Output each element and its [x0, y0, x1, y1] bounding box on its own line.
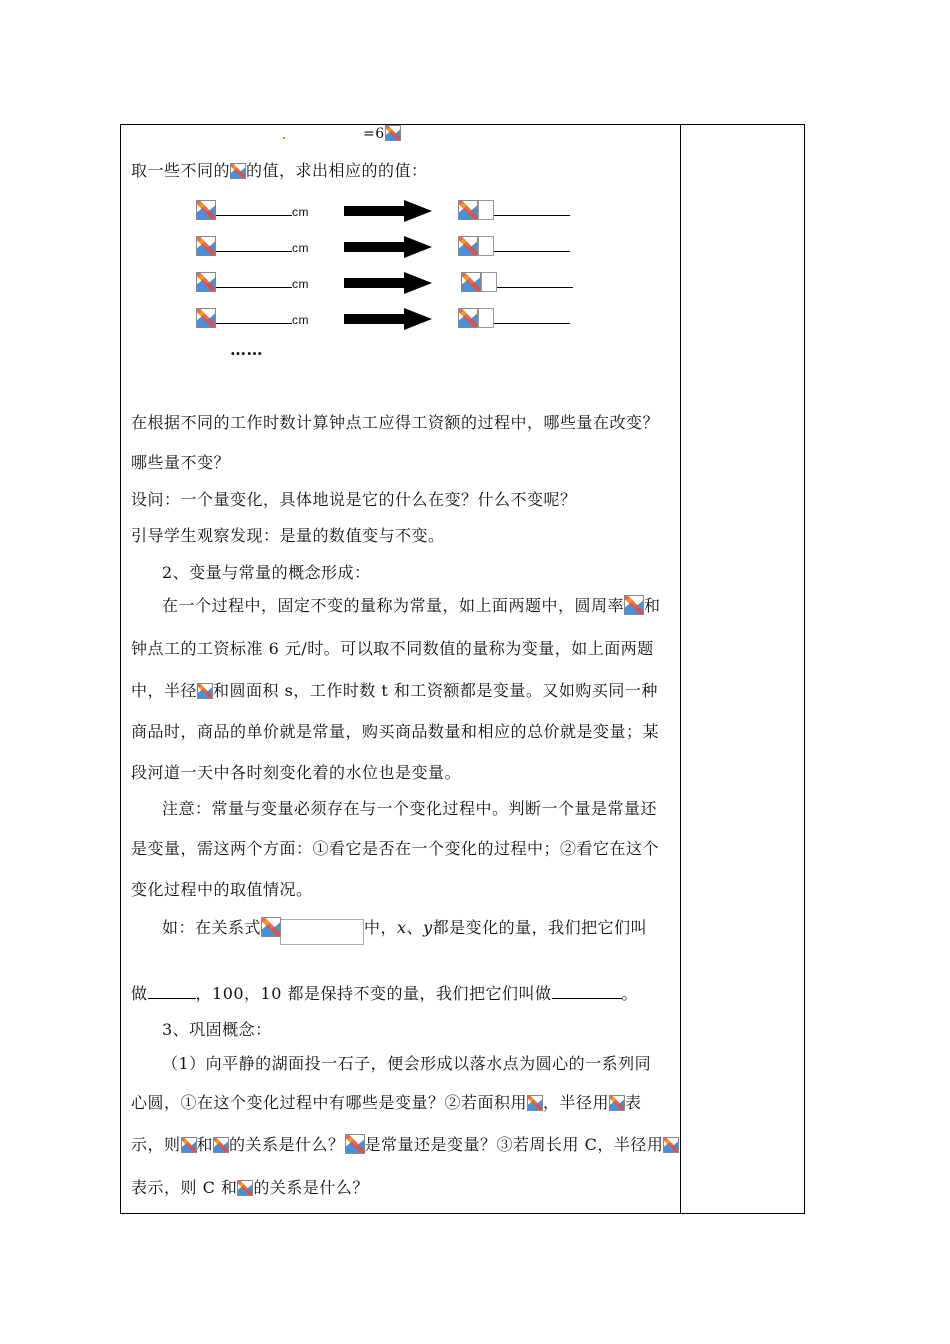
question-line [131, 1093, 642, 1113]
note-line: 变化过程中的取值情况。 [131, 880, 313, 899]
question-text: 心圆，①在这个变化过程中有哪些是变量？②若面积用 [131, 1093, 528, 1112]
image-placeholder-icon [197, 683, 213, 699]
section-heading: 2、变量与常量的概念形成： [162, 563, 371, 582]
question-text: ，半径用 [543, 1093, 610, 1112]
mapping-row-left [196, 272, 309, 294]
example-text: 都是变化的量，我们把它们叫 [432, 918, 648, 937]
image-placeholder-icon [345, 1134, 365, 1154]
note-line: 是变量，需这两个方面：①看它是否在一个变化的过程中；②看它在这个 [131, 839, 660, 858]
concept-text: 中，半径 [131, 681, 198, 700]
blank-box [478, 308, 494, 328]
image-placeholder-icon [461, 272, 481, 292]
intro-text: 取一些不同的 [131, 161, 231, 180]
concept-line: 商品时，商品的单价就是常量，购买商品数量和相应的总价就是变量；某 [131, 722, 660, 741]
example-text: 。 [621, 984, 639, 1003]
question-text: 是常量还是变量？③若周长用 C，半径用 [364, 1135, 664, 1154]
blank-line [148, 986, 196, 999]
blank-line [552, 986, 622, 999]
image-placeholder-icon [527, 1095, 543, 1111]
blank-line [494, 239, 570, 252]
example-text: 如：在关系式 [162, 918, 262, 937]
image-placeholder-icon [196, 308, 216, 328]
example-line [131, 984, 638, 1004]
formula-box [280, 919, 364, 945]
concept-line: 段河道一天中各时刻变化着的水位也是变量。 [131, 763, 462, 782]
concept-text: 和圆面积 s，工作时数 t 和工资额都是变量。又如购买同一种 [213, 681, 658, 700]
concept-line: 钟点工的工资标准 6 元/时。可以取不同数值的量称为变量，如上面两题 [131, 639, 654, 658]
image-placeholder-icon [624, 595, 644, 615]
unit-label: cm [292, 277, 309, 291]
blank-line [497, 275, 573, 288]
concept-line [162, 595, 661, 616]
example-text: 、 [406, 918, 424, 937]
blank-line [216, 275, 292, 288]
question-line [131, 1178, 369, 1198]
image-placeholder-icon [458, 200, 478, 220]
image-placeholder-icon [458, 236, 478, 256]
blank-line [494, 203, 570, 216]
question-text: 和 [196, 1135, 214, 1154]
concept-text: 和 [644, 596, 661, 615]
section-heading: 3、巩固概念： [162, 1020, 272, 1039]
concept-text: 在一个过程中，固定不变的量称为常量，如上面两题中，圆周率 [162, 596, 625, 615]
image-placeholder-icon [458, 308, 478, 328]
image-placeholder-icon [609, 1095, 625, 1111]
intro-line [131, 161, 428, 181]
question-text: 表 [625, 1093, 642, 1112]
mapping-row-right [461, 272, 573, 293]
note-line: 注意：常量与变量必须存在与一个变化过程中。判断一个量是常量还 [162, 799, 658, 818]
paragraph: 在根据不同的工作时数计算钟点工应得工资额的过程中，哪些量在改变？ [131, 413, 660, 432]
paragraph: 哪些量不变？ [131, 453, 231, 472]
image-placeholder-icon [181, 1137, 197, 1153]
image-placeholder-icon [663, 1137, 679, 1153]
equation-text: =6 [363, 126, 385, 142]
ellipsis: …… [230, 340, 263, 359]
variable-y: y [423, 918, 433, 937]
mapping-row-right [458, 200, 570, 221]
paragraph: 引导学生观察发现：是量的数值变与不变。 [131, 526, 445, 545]
image-placeholder-icon [196, 272, 216, 292]
image-placeholder-icon [213, 1137, 229, 1153]
table-column-divider [680, 124, 681, 1214]
mapping-row-left [196, 236, 309, 258]
variable-x: x [397, 918, 407, 937]
question-text: 的关系是什么？ [229, 1135, 345, 1154]
blank-box [478, 236, 494, 256]
unit-label: cm [292, 241, 309, 255]
example-text: 中， [364, 918, 398, 937]
unit-label: cm [292, 313, 309, 327]
blank-line [494, 311, 570, 324]
question-text: 示，则 [131, 1135, 181, 1154]
artifact-dot [283, 137, 285, 139]
unit-label: cm [292, 205, 309, 219]
image-placeholder-icon [230, 163, 246, 179]
blank-line [216, 311, 292, 324]
example-text: ，100，10 都是保持不变的量，我们把它们叫做 [195, 984, 552, 1003]
question-line [131, 1134, 679, 1155]
image-placeholder-icon [261, 917, 281, 937]
image-placeholder-icon [196, 236, 216, 256]
blank-line [216, 239, 292, 252]
blank-box [478, 200, 494, 220]
question-line: （1）向平静的湖面投一石子，便会形成以落水点为圆心的一系列同 [162, 1054, 652, 1073]
concept-line [131, 681, 658, 701]
question-text: 表示，则 C 和 [131, 1178, 238, 1197]
example-line [162, 917, 647, 945]
example-text: 做 [131, 984, 148, 1003]
paragraph: 设问：一个量变化，具体地说是它的什么在变？什么不变呢？ [131, 490, 577, 509]
image-placeholder-icon [385, 125, 401, 141]
blank-box [481, 272, 497, 292]
mapping-row-left [196, 200, 309, 222]
mapping-row-right [458, 308, 570, 329]
question-text: 的关系是什么？ [253, 1178, 369, 1197]
mapping-row-left [196, 308, 309, 330]
image-placeholder-icon [196, 200, 216, 220]
intro-text: 的值，求出相应的的值： [246, 161, 428, 180]
image-placeholder-icon [237, 1180, 253, 1196]
top-equation [363, 124, 401, 144]
blank-line [216, 203, 292, 216]
mapping-row-right [458, 236, 570, 257]
